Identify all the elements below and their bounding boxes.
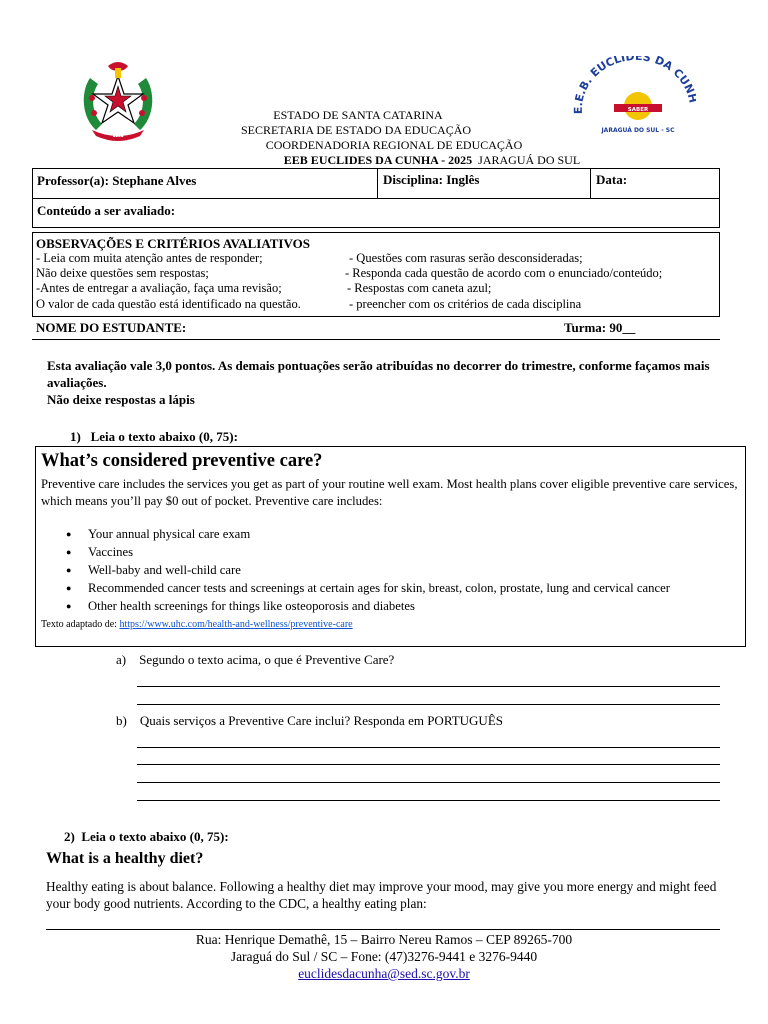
discipline-field: Disciplina: Inglês (377, 169, 593, 198)
question-1-textbox (35, 446, 746, 647)
list-item: ● Recommended cancer tests and screenings at certain ages for skin, breast, colon, prostate, lung and cervical cancer (66, 579, 670, 597)
obs-right-1: - Questões com rasuras serão desconsideradas; (349, 251, 583, 265)
observations-title: OBSERVAÇÕES E CRITÉRIOS AVALIATIVOS (36, 236, 310, 251)
obs-left-4: O valor de cada questão está identificado na questão. (36, 297, 301, 311)
header-line-state: ESTADO DE SANTA CATARINA (273, 108, 443, 122)
evaluation-notes (47, 357, 727, 408)
header-line-school (0, 153, 768, 168)
question-2-text: Leia o texto abaixo (0, 75): (81, 829, 229, 844)
answer-line[interactable] (137, 704, 720, 705)
list-item: ● Well-baby and well-child care (66, 561, 670, 579)
footer-city-phone: Jaraguá do Sul / SC – Fone: (47)3276-9441 e 3276-9440 (230, 949, 538, 964)
note-points: Esta avaliação vale 3,0 pontos. As demais pontuações serão atribuídas no decorrer do trimestre, conforme façamos mais avaliações. (47, 358, 710, 390)
content-label: Conteúdo a ser avaliado: (37, 203, 176, 218)
content-row (32, 198, 720, 228)
footer-address: Rua: Henrique Demathê, 15 – Bairro Nereu Ramos – CEP 89265-700 (195, 932, 573, 947)
school-logo-center-text: SABER (627, 107, 649, 113)
list-item: ● Other health screenings for things like osteoporosis and diabetes (66, 597, 670, 615)
question-1a (116, 652, 394, 668)
obs-right-4: - preencher com os critérios de cada disciplina (349, 297, 582, 311)
footer (0, 931, 768, 982)
student-name-label: NOME DO ESTUDANTE: (36, 320, 187, 335)
class-label: Turma: 90__ (564, 320, 636, 335)
school-logo-text: E.E.B. EUCLIDES DA CUN (572, 56, 696, 115)
header-line-coordination: COORDENADORIA REGIONAL DE EDUCAÇÃO (265, 138, 523, 152)
text-1-list (66, 525, 670, 615)
question-1a-text: Segundo o texto acima, o que é Preventive Care? (139, 652, 395, 667)
school-logo-city: JARAGUÁ DO SUL - SC (601, 127, 675, 134)
question-1b-number: b) (116, 713, 127, 728)
answer-line[interactable] (137, 800, 720, 801)
source-link[interactable]: https://www.uhc.com/health-and-wellness/preventive-care (119, 619, 353, 630)
answer-line[interactable] (137, 686, 720, 687)
text-2-body: Healthy eating is about balance. Following a healthy diet may improve your mood, may give you more energy and might feed your body good nutrients. According to the CDC, a healthy eating plan: (46, 879, 717, 911)
observations-box (32, 232, 720, 317)
text-1-source (41, 619, 353, 630)
answer-line[interactable] (137, 747, 720, 748)
note-pencil: Não deixe respostas a lápis (47, 392, 195, 407)
question-1b-text: Quais serviços a Preventive Care inclui? Responda em PORTUGUÊS (139, 713, 503, 728)
obs-left-1: - Leia com muita atenção antes de responder; (36, 251, 263, 265)
student-row (32, 316, 720, 340)
obs-right-3: - Respostas com caneta azul; (347, 281, 492, 295)
school-city: JARAGUÁ DO SUL (478, 153, 581, 167)
teacher-field: Professor(a): Stephane Alves (37, 173, 197, 188)
answer-line[interactable] (137, 782, 720, 783)
svg-text:▪▪▪▪: ▪▪▪▪ (112, 133, 124, 138)
source-label: Texto adaptado de: (41, 619, 117, 630)
question-2-number: 2) (64, 829, 75, 844)
obs-left-2: Não deixe questões sem respostas; (36, 266, 209, 280)
footer-divider (46, 929, 720, 930)
question-1-label (70, 429, 238, 445)
list-item: ● Vaccines (66, 543, 670, 561)
list-item: ● Your annual physical care exam (66, 525, 670, 543)
question-1-text: Leia o texto abaixo (0, 75): (90, 429, 238, 444)
document-header (0, 108, 768, 168)
info-row-teacher (32, 168, 720, 199)
date-field: Data: (590, 169, 720, 198)
question-1-number: 1) (70, 429, 81, 444)
answer-line[interactable] (137, 764, 720, 765)
question-1a-number: a) (116, 652, 127, 667)
text-1-title: What’s considered preventive care? (41, 451, 323, 471)
obs-right-2: - Responda cada questão de acordo com o enunciado/conteúdo; (345, 266, 663, 280)
text-1-body: Preventive care includes the services you get as part of your routine well exam. Most health plans cover eligible preventive care services, which means you’ll pay $0 out of pocket. Preventive care includes: (41, 477, 738, 508)
school-name: EEB EUCLIDES DA CUNHA - 2025 (283, 153, 473, 167)
question-1b (116, 713, 503, 729)
obs-left-3: -Antes de entregar a avaliação, faça uma revisão; (36, 281, 282, 295)
question-2-label (64, 829, 229, 845)
header-line-secretary: SECRETARIA DE ESTADO DA EDUCAÇÃO (240, 123, 472, 137)
text-2-title: What is a healthy diet? (46, 850, 204, 867)
footer-email-link[interactable]: euclidesdacunha@sed.sc.gov.br (298, 966, 470, 981)
